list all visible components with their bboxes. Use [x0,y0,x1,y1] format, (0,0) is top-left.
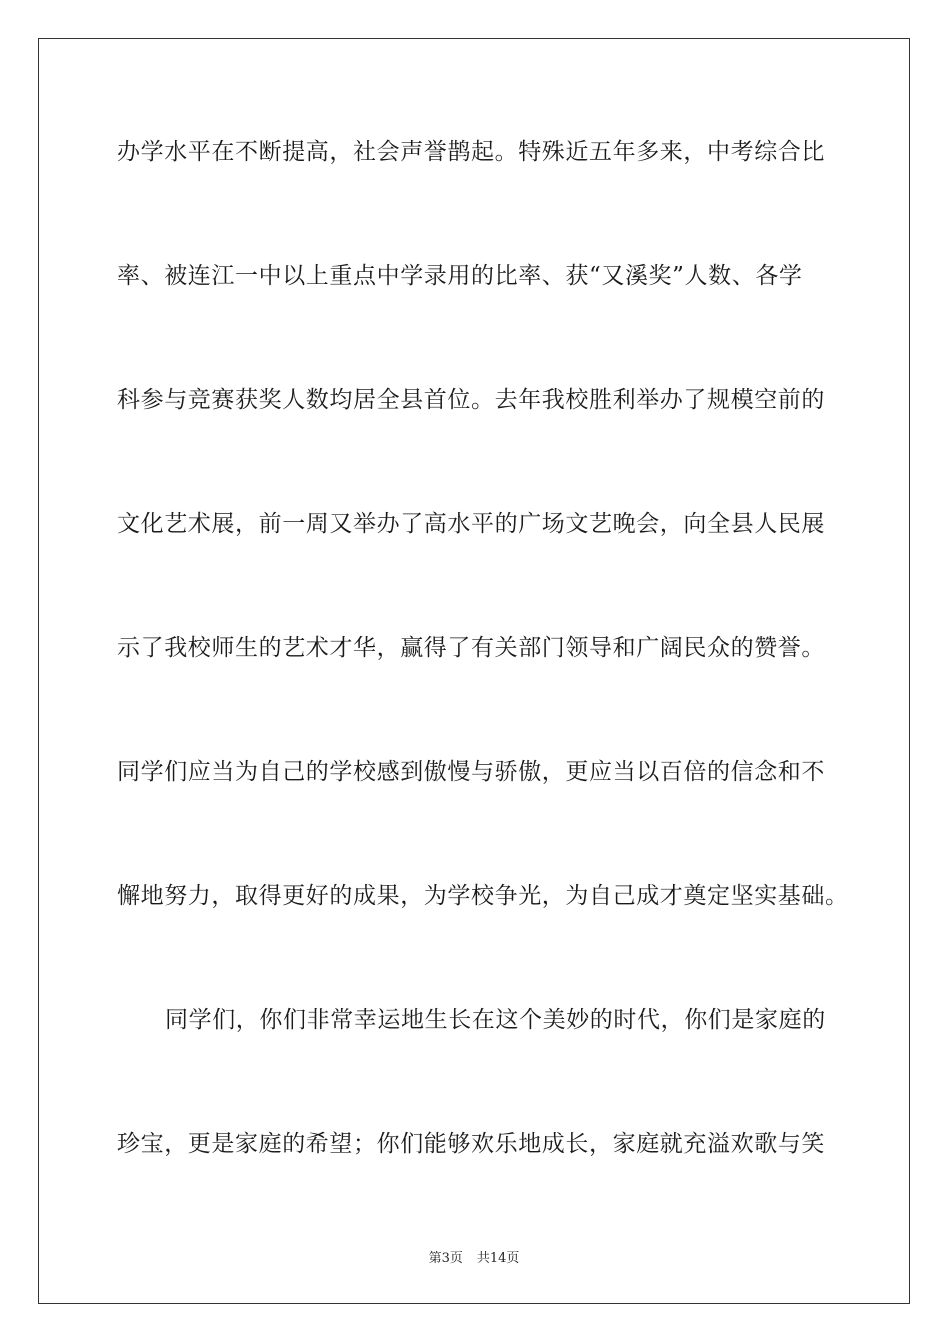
page-total: 共14页 [476,1251,520,1266]
text-line: 示了我校师生的艺术才华，赢得了有关部门领导和广阔民众的赞誉。 [117,635,825,661]
text-line: 率、被连江一中以上重点中学录用的比率、获“又溪奖”人数、各学 [117,263,803,289]
text-line: 科参与竞赛获奖人数均居全县首位。去年我校胜利举办了规模空前的 [117,387,825,413]
document-page [38,38,910,1304]
text-line: 懈地努力，取得更好的成果，为学校争光，为自己成才奠定坚实基础。 [117,883,849,909]
page-footer [39,1247,909,1266]
text-line: 珍宝，更是家庭的希望；你们能够欢乐地成长，家庭就充溢欢歌与笑 [117,1131,825,1157]
paragraph-first-line: 同学们，你们非常幸运地生长在这个美妙的时代，你们是家庭的 [165,1007,826,1033]
text-line: 办学水平在不断提高，社会声誉鹊起。特殊近五年多来，中考综合比 [117,139,825,165]
text-line: 文化艺术展，前一周又举办了高水平的广场文艺晚会，向全县人民展 [117,511,825,537]
text-line: 同学们应当为自己的学校感到傲慢与骄傲，更应当以百倍的信念和不 [117,759,825,785]
page-number: 第3页 [428,1251,463,1266]
